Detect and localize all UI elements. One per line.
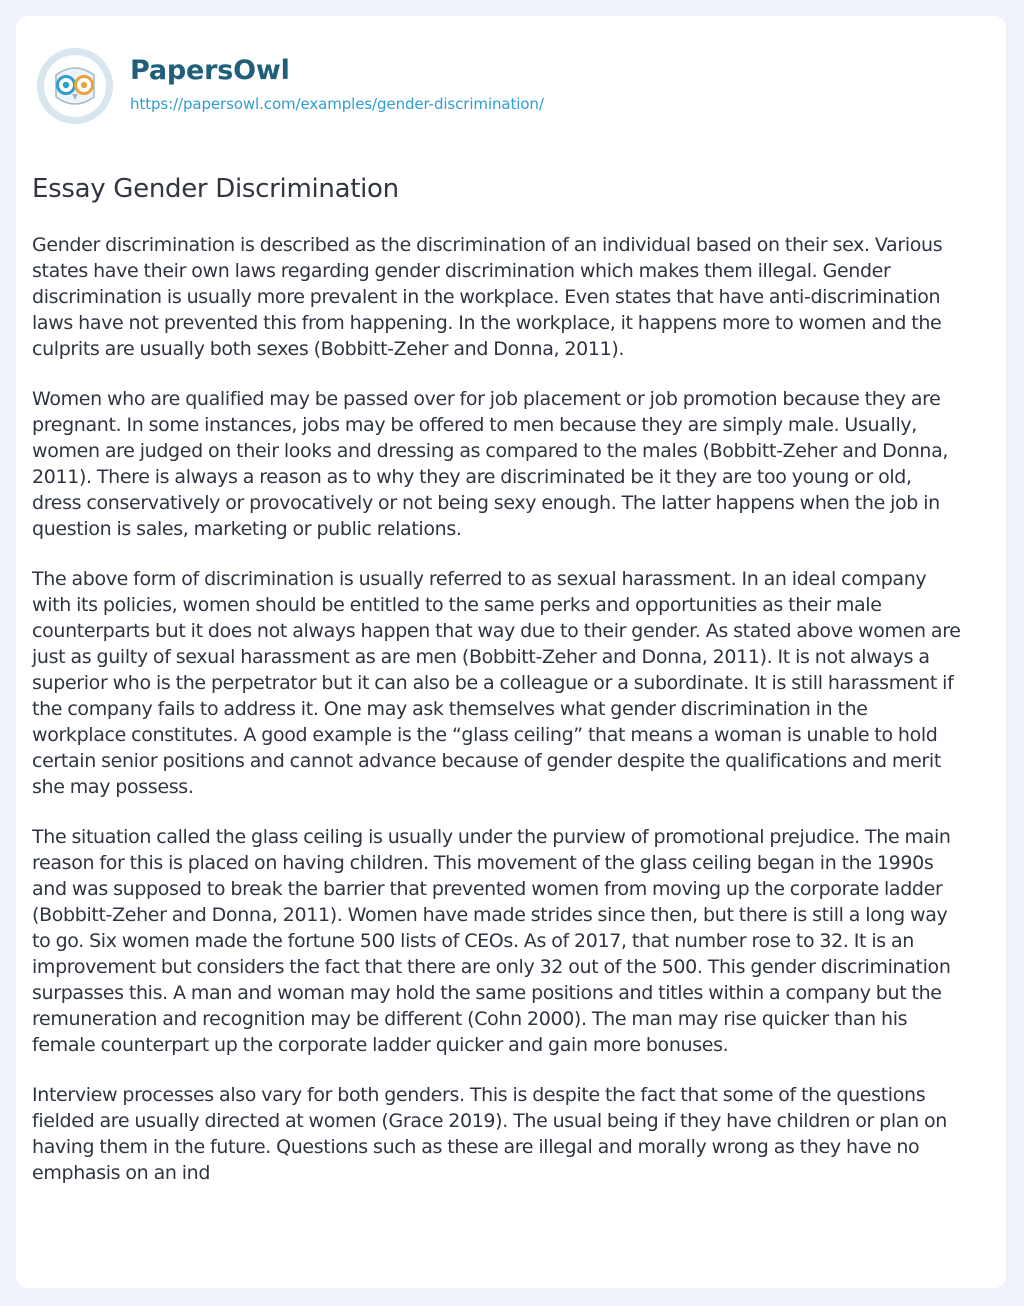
essay-paragraph: The situation called the glass ceiling is usually under the purview of promotional prejudice. The main reason for this is placed on having children. This movement of the glass ceiling began in the 1990s and was supposed to break the barrier that prevented women from moving up the corporate ladder (Bobbitt-Zeher and Donna, 2011). Women have made strides since then, but there is still a long way to go. Six women made the fortune 500 lists of CEOs. As of 2017, that number rose to 32. It is an improvement but considers the fact that there are only 32 out of the 500. This gender discrimination surpasses this. A man and woman may hold the same positions and titles within a company but the remuneration and recognition may be different (Cohn 2000). The man may rise quicker than his female counterpart up the corporate ladder quicker and gain more bonuses. (32, 826, 951, 1056)
essay-paragraph: Gender discrimination is described as the discrimination of an individual based on their sex. Various states have their own laws regarding gender discrimination which makes them illegal. Gender discrimination is usually more prevalent in the workplace. Even states that have anti-discrimination laws have not prevented this from happening. In the workplace, it happens more to women and the culprits are usually both sexes (Bobbitt-Zeher and Donna, 2011). (32, 234, 943, 360)
brand-text (130, 55, 544, 112)
essay-title: Essay Gender Discrimination (32, 174, 399, 204)
owl-logo-icon (34, 45, 116, 127)
essay-paragraph: Interview processes also vary for both genders. This is despite the fact that some of the questions fielded are usually directed at women (Grace 2019). The usual being if they have children or plan on having them in the future. Questions such as these are illegal and morally wrong as they have no emphasis on an ind (32, 1084, 947, 1184)
brand-header (34, 45, 544, 127)
source-url-link[interactable]: https://papersowl.com/examples/gender-discrimination/ (130, 94, 544, 113)
brand-name[interactable]: PapersOwl (130, 55, 290, 87)
essay-paragraph: Women who are qualified may be passed over for job placement or job promotion because they are pregnant. In some instances, jobs may be offered to men because they are simply male. Usually, women are judged on their looks and dressing as compared to the males (Bobbitt-Zeher and Donna, 2011). There is always a reason as to why they are discriminated be it they are too young or old, dress conservatively or provocatively or not being sexy enough. The latter happens when the job in question is sales, marketing or public relations. (32, 388, 949, 540)
essay-paragraph: The above form of discrimination is usually referred to as sexual harassment. In an ideal company with its policies, women should be entitled to the same perks and opportunities as their male counterparts but it does not always happen that way due to their gender. As stated above women are just as guilty of sexual harassment as are men (Bobbitt-Zeher and Donna, 2011). It is not always a superior who is the perpetrator but it can also be a colleague or a subordinate. It is still harassment if the company fails to address it. One may ask themselves what gender discrimination in the workplace constitutes. A good example is the “glass ceiling” that means a woman is unable to hold certain senior positions and cannot advance because of gender despite the qualifications and merit she may possess. (32, 568, 961, 798)
essay-body (32, 232, 962, 1210)
